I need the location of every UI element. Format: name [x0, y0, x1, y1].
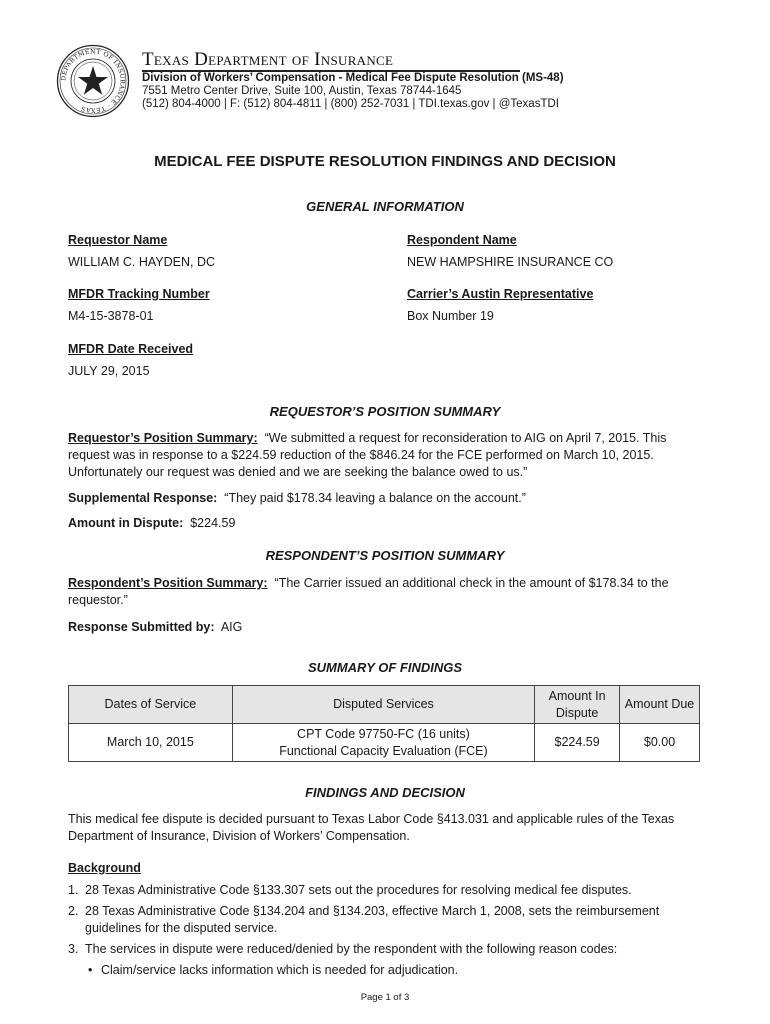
background-list — [68, 882, 688, 979]
decision-intro: This medical fee dispute is decided pursuant to Texas Labor Code §413.031 and applicable rules of the Texas Department of Insurance, Division of Workers’ Compensation. — [68, 812, 675, 843]
column-header: Dates of Service — [69, 686, 233, 724]
division-line: Division of Workers’ Compensation - Medical Fee Dispute Resolution (MS-48) — [142, 72, 564, 84]
submitted-label: Response Submitted by: — [68, 620, 215, 634]
amount-in-dispute-cell: $224.59 — [535, 724, 620, 762]
respondent-name-value: NEW HAMPSHIRE INSURANCE CO — [407, 255, 614, 269]
requestor-name-value: WILLIAM C. HAYDEN, DC — [68, 255, 216, 269]
table-row — [69, 724, 700, 762]
tracking-number-value: M4-15-3878-01 — [68, 309, 154, 323]
column-header: Disputed Services — [232, 686, 534, 724]
amount-in-dispute — [68, 515, 708, 532]
contact-line: (512) 804-4000 | F: (512) 804-4811 | (800) 252-7031 | TDI.texas.gov | @TexasTDI — [142, 98, 559, 110]
column-header: Amount Due — [620, 686, 700, 724]
respondent-name-label: Respondent Name — [407, 233, 517, 247]
list-item: 3. The services in dispute were reduced/denied by the respondent with the following reason codes: — [68, 942, 618, 956]
date-of-service-cell: March 10, 2015 — [69, 724, 233, 762]
table-header-row — [69, 686, 700, 724]
amount-label: Amount in Dispute: — [68, 516, 184, 530]
supplemental-response — [68, 490, 708, 507]
submitted-value: AIG — [220, 620, 243, 634]
background-label: Background — [68, 861, 141, 875]
carrier-rep-value: Box Number 19 — [407, 309, 494, 323]
agency-name: Texas Department of Insurance — [142, 49, 394, 70]
date-received-label: MFDR Date Received — [68, 342, 194, 356]
carrier-rep-label: Carrier’s Austin Representative — [407, 287, 594, 301]
requestor-summary-paragraph — [68, 430, 708, 481]
tracking-number-label: MFDR Tracking Number — [68, 287, 210, 301]
respondent-summary-label: Respondent’s Position Summary: — [68, 576, 268, 590]
requestor-summary-text: “We submitted a request for reconsideration to AIG on April 7, 2015. This request was in response to a $224.59 reduction of the $846.24 for the FCE performed on March 10, 2015. Unfortunately our request was denied and we are seeking the balance owed to us.” — [68, 431, 667, 479]
document-title: MEDICAL FEE DISPUTE RESOLUTION FINDINGS AND DECISION — [154, 153, 616, 170]
requestor-summary-label: Requestor’s Position Summary: — [68, 431, 258, 445]
svg-text:DEPARTMENT OF INSURANCE · TEXA: DEPARTMENT OF INSURANCE · TEXAS — [60, 48, 126, 114]
requestor-summary-heading: REQUESTOR’S POSITION SUMMARY — [269, 404, 501, 419]
list-item: 1. 28 Texas Administrative Code §133.307 sets out the procedures for resolving medical fee disputes. — [68, 883, 632, 897]
findings-table — [68, 685, 700, 762]
reason-code-bullet: • Claim/service lacks information which is needed for adjudication. — [88, 963, 459, 977]
column-header: Amount In Dispute — [535, 686, 620, 724]
supplemental-label: Supplemental Response: — [68, 491, 218, 505]
amount-due-cell: $0.00 — [620, 724, 700, 762]
amount-value: $224.59 — [190, 516, 236, 530]
respondent-summary-heading: RESPONDENT’S POSITION SUMMARY — [265, 548, 505, 563]
bullet-dot-icon: • — [88, 963, 93, 977]
service-description: Functional Capacity Evaluation (FCE) — [279, 743, 488, 758]
summary-findings-heading: SUMMARY OF FINDINGS — [307, 660, 463, 675]
address-line: 7551 Metro Center Drive, Suite 100, Austin, Texas 78744-1645 — [142, 85, 462, 97]
disputed-services-cell — [232, 724, 534, 762]
date-received-value: JULY 29, 2015 — [68, 364, 150, 378]
respondent-summary-paragraph — [68, 575, 708, 609]
response-submitted-by — [68, 619, 708, 636]
respondent-summary-text: “The Carrier issued an additional check in the amount of $178.34 to the requestor.” — [68, 576, 669, 607]
findings-decision-heading: FINDINGS AND DECISION — [305, 785, 465, 800]
general-information-heading: GENERAL INFORMATION — [306, 199, 464, 214]
tdi-seal-logo — [56, 44, 130, 118]
requestor-name-label: Requestor Name — [68, 233, 168, 247]
service-code: CPT Code 97750-FC (16 units) — [297, 726, 470, 741]
list-item: 2. 28 Texas Administrative Code §134.204 and §134.203, effective March 1, 2008, sets the reimbursement guidelines for the disputed service. — [68, 904, 660, 935]
page-number: Page 1 of 3 — [360, 992, 410, 1003]
supplemental-text: “They paid $178.34 leaving a balance on the account.” — [224, 491, 526, 505]
